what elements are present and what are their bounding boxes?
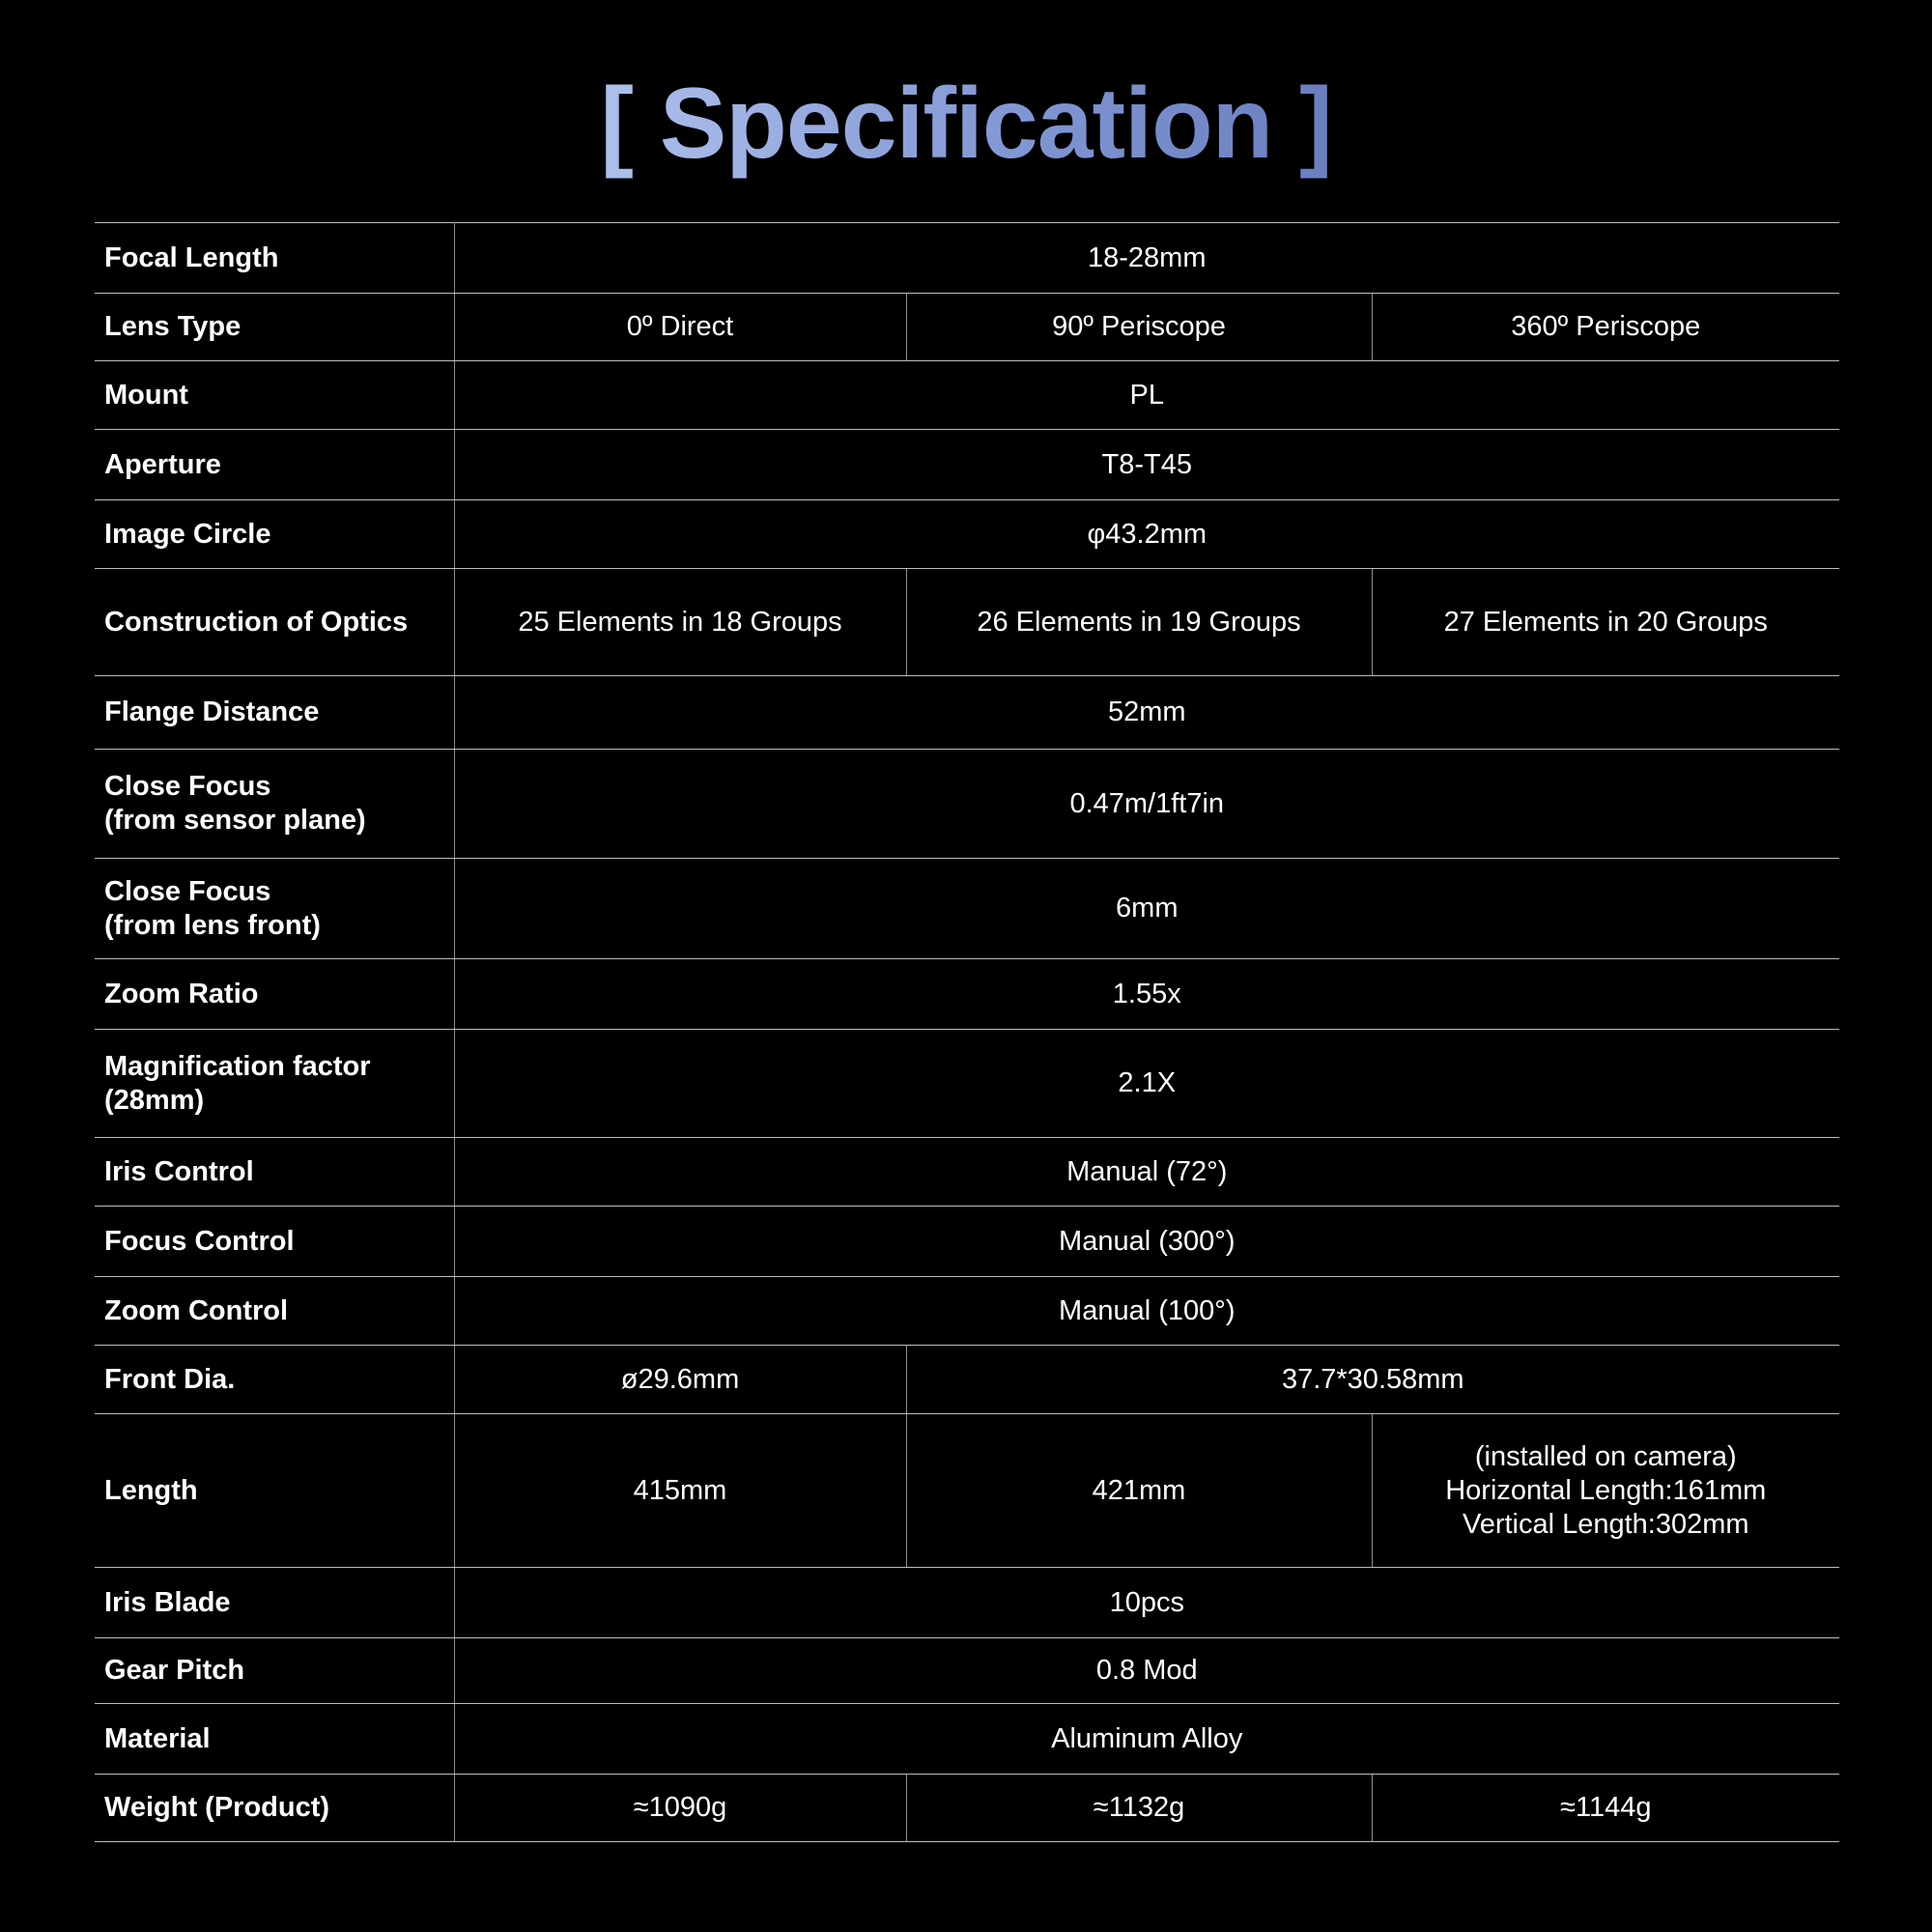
row-label: Front Dia. <box>95 1346 454 1414</box>
row-value: Manual (100°) <box>454 1277 1839 1346</box>
row-value: 26 Elements in 19 Groups <box>906 569 1372 676</box>
row-value: φ43.2mm <box>454 500 1839 569</box>
row-value: Manual (72°) <box>454 1138 1839 1207</box>
row-label: Iris Blade <box>95 1568 454 1638</box>
row-label: Image Circle <box>95 500 454 569</box>
spec-row-magnification <box>95 1030 1839 1138</box>
row-value: 18-28mm <box>454 223 1839 294</box>
row-label: Weight (Product) <box>95 1775 454 1842</box>
row-value: 6mm <box>454 859 1839 959</box>
row-value: 10pcs <box>454 1568 1839 1638</box>
row-label: Mount <box>95 361 454 430</box>
row-value: 52mm <box>454 676 1839 750</box>
row-value: 27 Elements in 20 Groups <box>1372 569 1839 676</box>
row-value: T8-T45 <box>454 430 1839 500</box>
row-value: ≈1132g <box>906 1775 1372 1842</box>
spec-row-construction <box>95 569 1839 676</box>
row-value: 421mm <box>906 1414 1372 1568</box>
row-value: Manual (300°) <box>454 1207 1839 1277</box>
spec-row-material <box>95 1704 1839 1775</box>
row-label: Flange Distance <box>95 676 454 750</box>
row-value: 360º Periscope <box>1372 294 1839 361</box>
spec-row-close-focus-sensor <box>95 750 1839 859</box>
spec-row-lens-type <box>95 294 1839 361</box>
row-value: 25 Elements in 18 Groups <box>454 569 906 676</box>
row-label: Construction of Optics <box>95 569 454 676</box>
title-text: [ Specification ] <box>600 68 1332 180</box>
row-value: 37.7*30.58mm <box>906 1346 1839 1414</box>
row-value: ≈1090g <box>454 1775 906 1842</box>
spec-row-close-focus-front <box>95 859 1839 959</box>
row-label: Iris Control <box>95 1138 454 1207</box>
row-label: Close Focus (from lens front) <box>95 859 454 959</box>
row-value: 0.47m/1ft7in <box>454 750 1839 859</box>
row-value: 0º Direct <box>454 294 906 361</box>
spec-row-mount <box>95 361 1839 430</box>
row-label: Length <box>95 1414 454 1568</box>
spec-row-iris-blade <box>95 1568 1839 1638</box>
spec-row-image-circle <box>95 500 1839 569</box>
row-value: 1.55x <box>454 959 1839 1030</box>
spec-row-front-dia <box>95 1346 1839 1414</box>
row-value: ≈1144g <box>1372 1775 1839 1842</box>
spec-table <box>95 222 1839 1842</box>
row-label: Focal Length <box>95 223 454 294</box>
row-label: Lens Type <box>95 294 454 361</box>
page-title <box>0 56 1932 191</box>
row-value: 90º Periscope <box>906 294 1372 361</box>
spec-row-zoom-ratio <box>95 959 1839 1030</box>
row-value: PL <box>454 361 1839 430</box>
row-value: 2.1X <box>454 1030 1839 1138</box>
row-label: Gear Pitch <box>95 1638 454 1704</box>
spec-row-weight <box>95 1775 1839 1842</box>
spec-row-aperture <box>95 430 1839 500</box>
spec-row-zoom-control <box>95 1277 1839 1346</box>
row-label: Close Focus (from sensor plane) <box>95 750 454 859</box>
spec-row-flange-distance <box>95 676 1839 750</box>
row-label: Aperture <box>95 430 454 500</box>
row-value: 415mm <box>454 1414 906 1568</box>
row-label: Zoom Ratio <box>95 959 454 1030</box>
row-label: Magnification factor (28mm) <box>95 1030 454 1138</box>
row-value: 0.8 Mod <box>454 1638 1839 1704</box>
spec-row-length <box>95 1414 1839 1568</box>
row-label: Material <box>95 1704 454 1775</box>
spec-row-focal-length <box>95 223 1839 294</box>
row-value: (installed on camera) Horizontal Length:161mm Vertical Length:302mm <box>1372 1414 1839 1568</box>
row-value: Aluminum Alloy <box>454 1704 1839 1775</box>
spec-row-iris-control <box>95 1138 1839 1207</box>
row-label: Zoom Control <box>95 1277 454 1346</box>
row-label: Focus Control <box>95 1207 454 1277</box>
row-value: ø29.6mm <box>454 1346 906 1414</box>
spec-row-gear-pitch <box>95 1638 1839 1704</box>
spec-row-focus-control <box>95 1207 1839 1277</box>
